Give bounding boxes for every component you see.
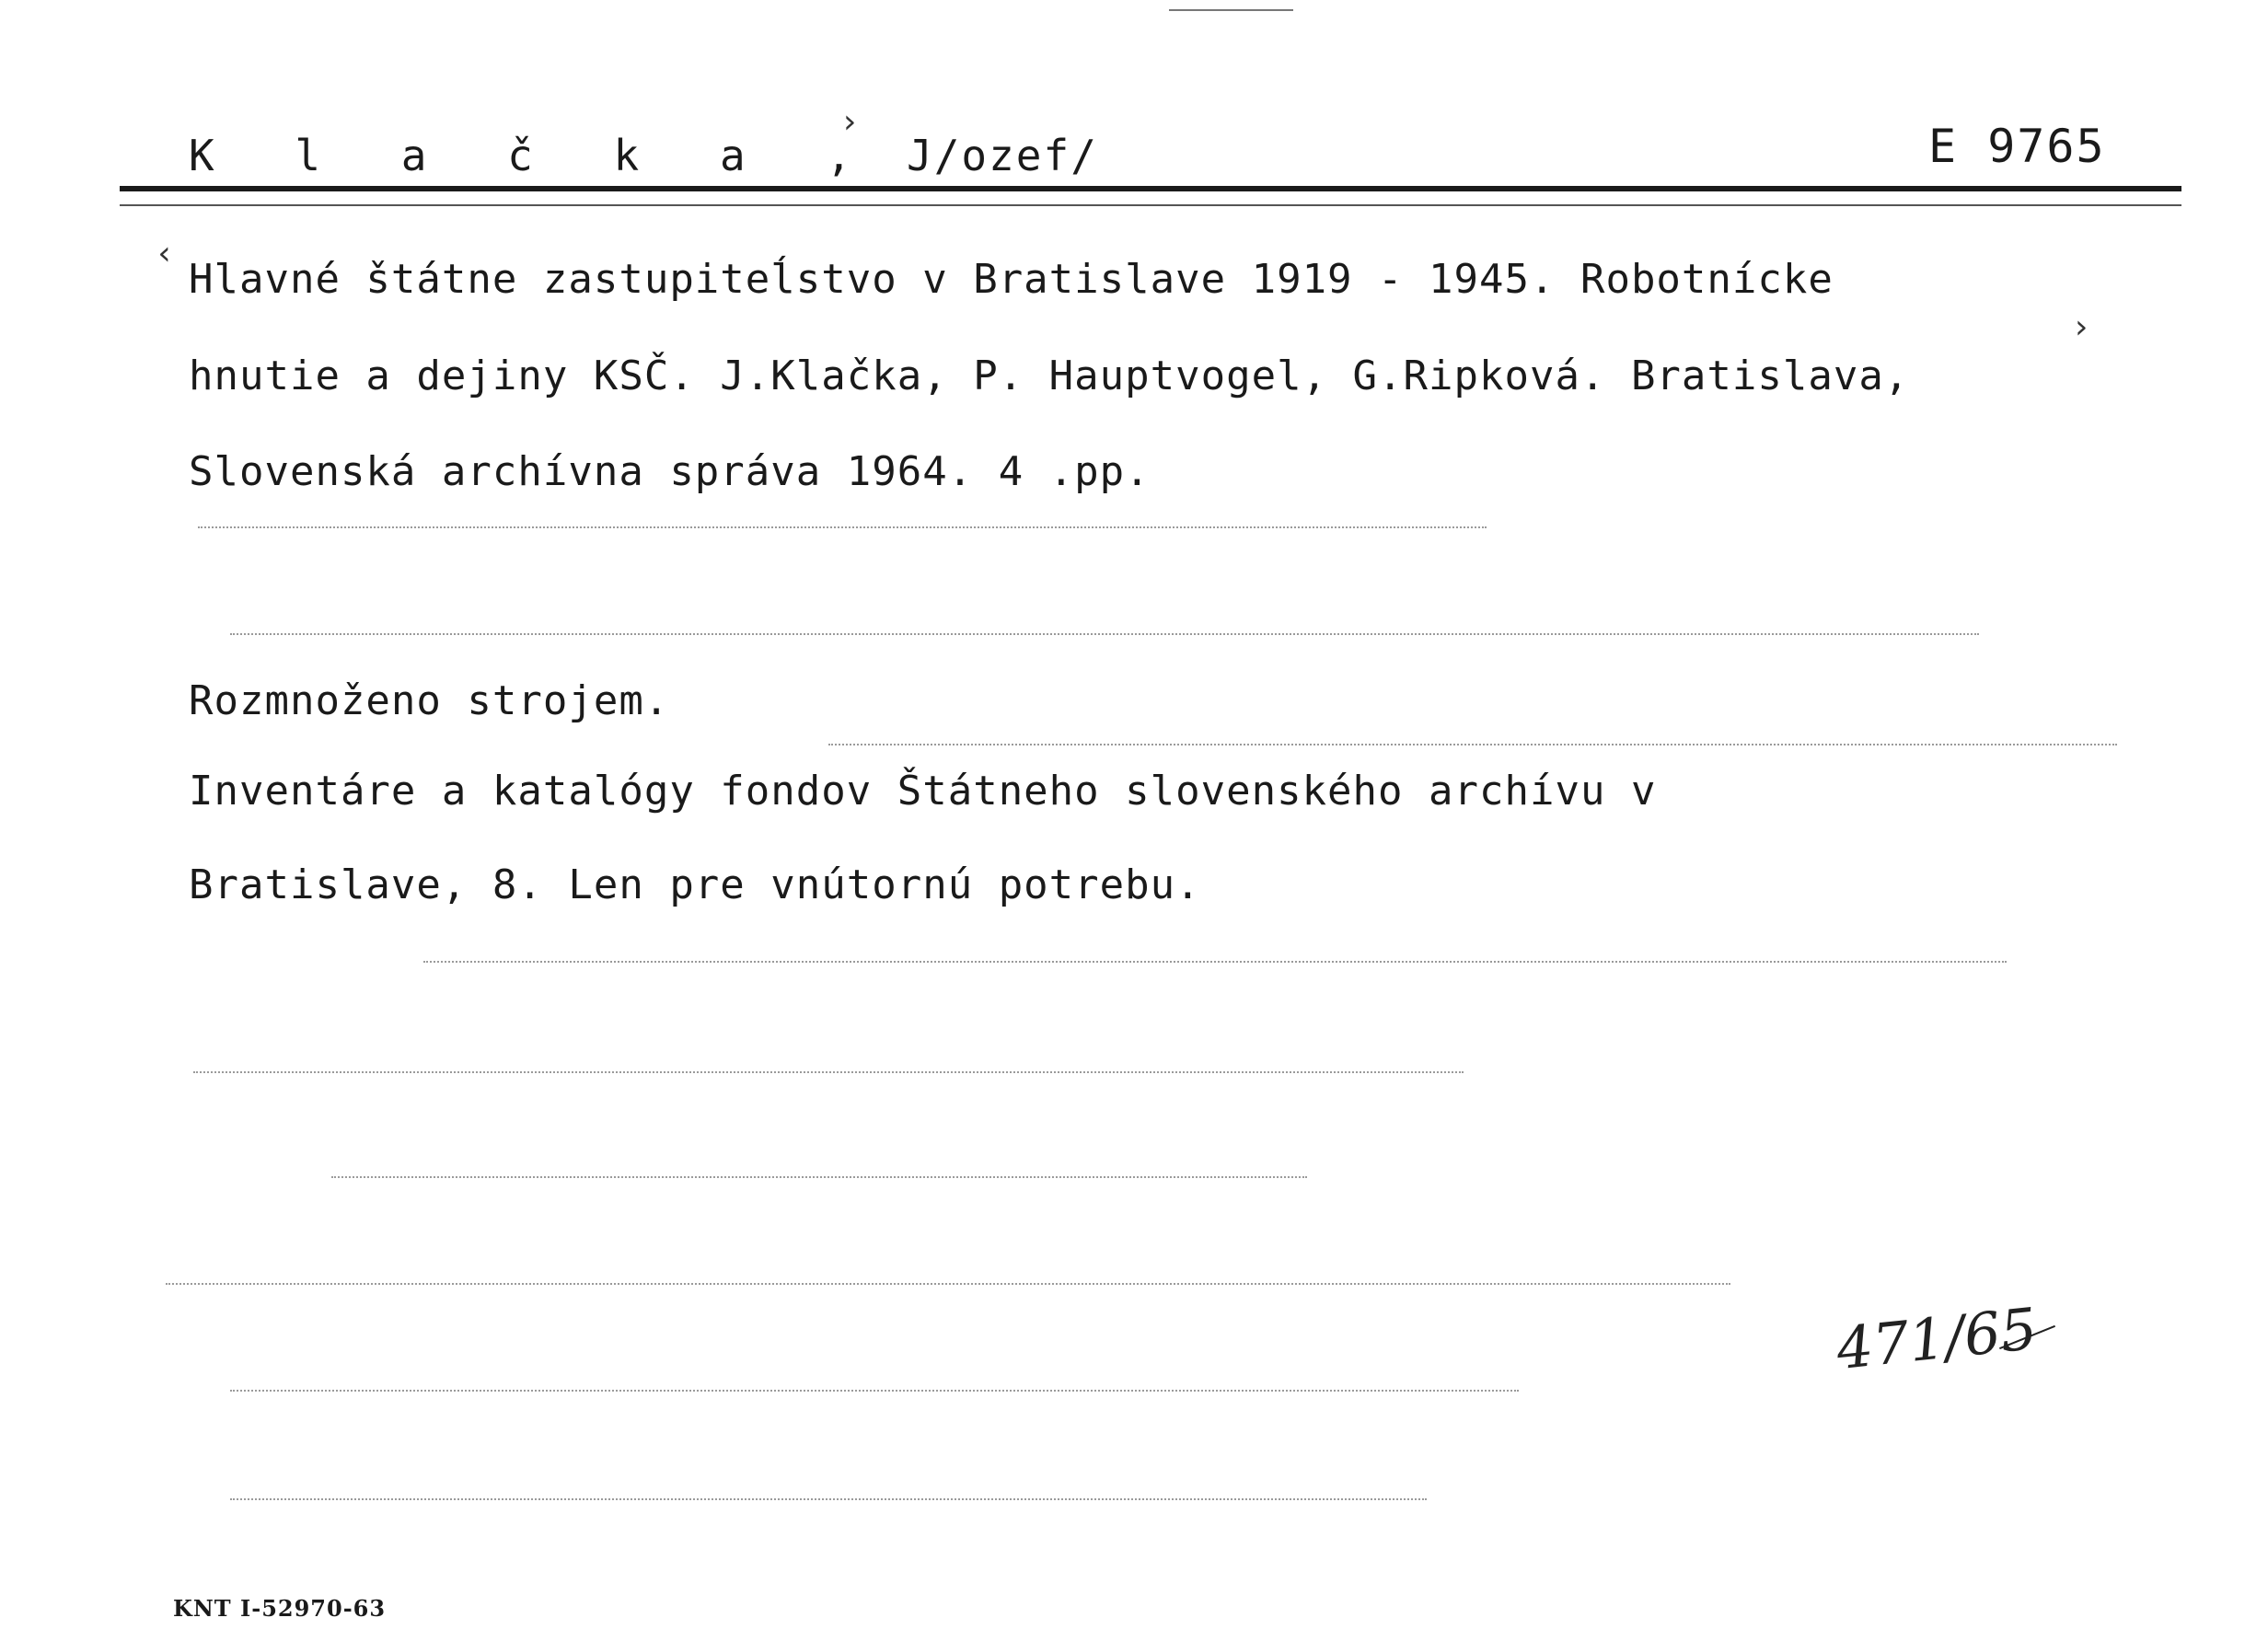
correction-mark: › [839,103,860,141]
ruled-line [198,526,1487,528]
author-heading [189,131,1098,180]
ruled-line [166,1283,1730,1285]
ruled-line [828,744,2117,745]
ruled-line [331,1176,1307,1178]
card-print-code: KNT I-52970-63 [173,1595,387,1622]
record-line-3: Slovenská archívna správa 1964. 4 .pp. [189,448,1151,495]
record-line-2: hnutie a dejiny KSČ. J.Klačka, P. Hauptvogel, G.Ripková. Bratislava, [189,352,1910,399]
top-edge-mark [1169,9,1293,11]
call-number: E 9765 [1928,120,2106,173]
ruled-line [230,1390,1519,1392]
ruled-line [230,633,1979,635]
header-rule [120,186,2181,191]
record-line-4: Rozmnoženo strojem. [189,677,670,724]
record-line-5: Inventáre a katalógy fondov Štátneho slovenského archívu v [189,768,1657,815]
author-given-name: J/ozef/ [907,131,1098,180]
author-surname: K l a č k a , [189,131,880,180]
record-line-6: Bratislave, 8. Len pre vnútornú potrebu. [189,861,1201,908]
handwritten-note: 471/65 [1833,1294,2041,1383]
record-line-1: Hlavné štátne zastupiteĺstvo v Bratislave 1919 - 1945. Robotnícke [189,256,1834,303]
correction-mark: › [2071,308,2091,346]
correction-mark: ‹ [155,235,175,272]
header-rule-thin [120,204,2181,206]
ruled-line [423,961,2007,963]
ruled-line [230,1498,1427,1500]
ruled-line [193,1071,1464,1073]
